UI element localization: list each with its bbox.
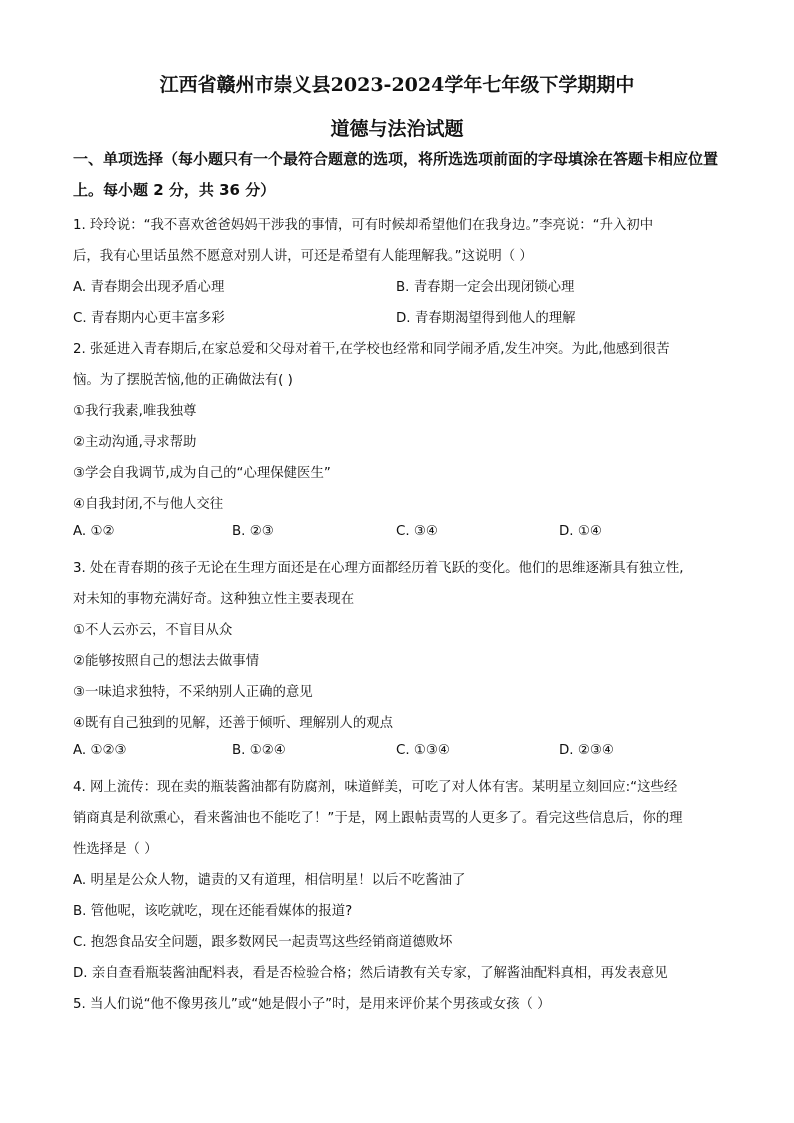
question-3-option-a: A. ①②③ [73,743,127,758]
question-1-option-c: C. 青春期内心更丰富多彩 [73,311,225,326]
question-4-option-d: D. 亲自查看瓶装酱油配料表，看是否检验合格；然后请教有关专家，了解酱油配料真相，再发表意见 [73,966,668,981]
question-4-option-b: B. 管他呢，该吃就吃，现在还能看媒体的报道? [73,904,353,919]
question-4-option-c: C. 抱怨食品安全问题，跟多数网民一起责骂这些经销商道德败坏 [73,935,453,950]
question-3-line-2: 对未知的事物充满好奇。这种独立性主要表现在 [73,592,355,607]
question-3-option-d: D. ②③④ [559,743,614,758]
question-2-option-a: A. ①② [73,524,115,539]
question-2-statement-3: ③学会自我调节,成为自己的“心理保健医生” [73,466,331,481]
exam-title: 江西省赣州市崇义县2023-2024学年七年级下学期期中 [159,74,635,96]
question-2-statement-4: ④自我封闭,不与他人交往 [73,497,224,512]
question-2-option-c: C. ③④ [396,524,438,539]
question-5-line-1: 5. 当人们说“他不像男孩儿”或“她是假小子”时，是用来评价某个男孩或女孩（ ） [73,997,551,1012]
question-3-statement-3: ③一味追求独特，不采纳别人正确的意见 [73,685,313,700]
question-3-statement-2: ②能够按照自己的想法去做事情 [73,654,260,669]
question-1-option-d: D. 青春期渴望得到他人的理解 [396,311,576,326]
question-3-option-b: B. ①②④ [232,743,286,758]
question-2-statement-1: ①我行我素,唯我独尊 [73,404,197,419]
question-2-line-1: 2. 张延进入青春期后,在家总爱和父母对着干,在学校也经常和同学闹矛盾,发生冲突。为此,他感到很苦 [73,342,670,357]
question-1-option-a: A. 青春期会出现矛盾心理 [73,280,225,295]
question-4-line-2: 销商真是利欲熏心，看来酱油也不能吃了！”于是，网上跟帖责骂的人更多了。看完这些信息后，你的理 [73,811,683,826]
question-2-option-d: D. ①④ [559,524,602,539]
question-2-statement-2: ②主动沟通,寻求帮助 [73,435,197,450]
question-4-option-a: A. 明星是公众人物，谴责的又有道理，相信明星！以后不吃酱油了 [73,873,466,888]
exam-subtitle: 道德与法治试题 [330,118,464,140]
question-4-line-3: 性选择是（ ） [73,842,158,857]
question-3-statement-1: ①不人云亦云，不盲目从众 [73,623,233,638]
question-1-line-2: 后，我有心里话虽然不愿意对别人讲，可还是希望有人能理解我。”这说明（ ） [73,249,533,264]
question-2-option-b: B. ②③ [232,524,274,539]
question-1-option-b: B. 青春期一定会出现闭锁心理 [396,280,575,295]
section-heading: 一、单项选择（每小题只有一个最符合题意的选项，将所选选项前面的字母填涂在答题卡相应位置上。每小题 2 分，共 36 分） [73,150,719,199]
question-2-line-2: 恼。为了摆脱苦恼,他的正确做法有( ) [73,373,293,388]
question-1-line-1: 1. 玲玲说：“我不喜欢爸爸妈妈干涉我的事情，可有时候却希望他们在我身边。”李亮说：“升入初中 [73,218,654,233]
question-3-statement-4: ④既有自己独到的见解，还善于倾听、理解别人的观点 [73,716,393,731]
question-3-option-c: C. ①③④ [396,743,450,758]
question-4-line-1: 4. 网上流传：现在卖的瓶装酱油都有防腐剂，味道鲜美，可吃了对人体有害。某明星立刻回应:“这些经 [73,780,678,795]
question-3-line-1: 3. 处在青春期的孩子无论在生理方面还是在心理方面都经历着飞跃的变化。他们的思维逐渐具有独立性, [73,561,684,576]
